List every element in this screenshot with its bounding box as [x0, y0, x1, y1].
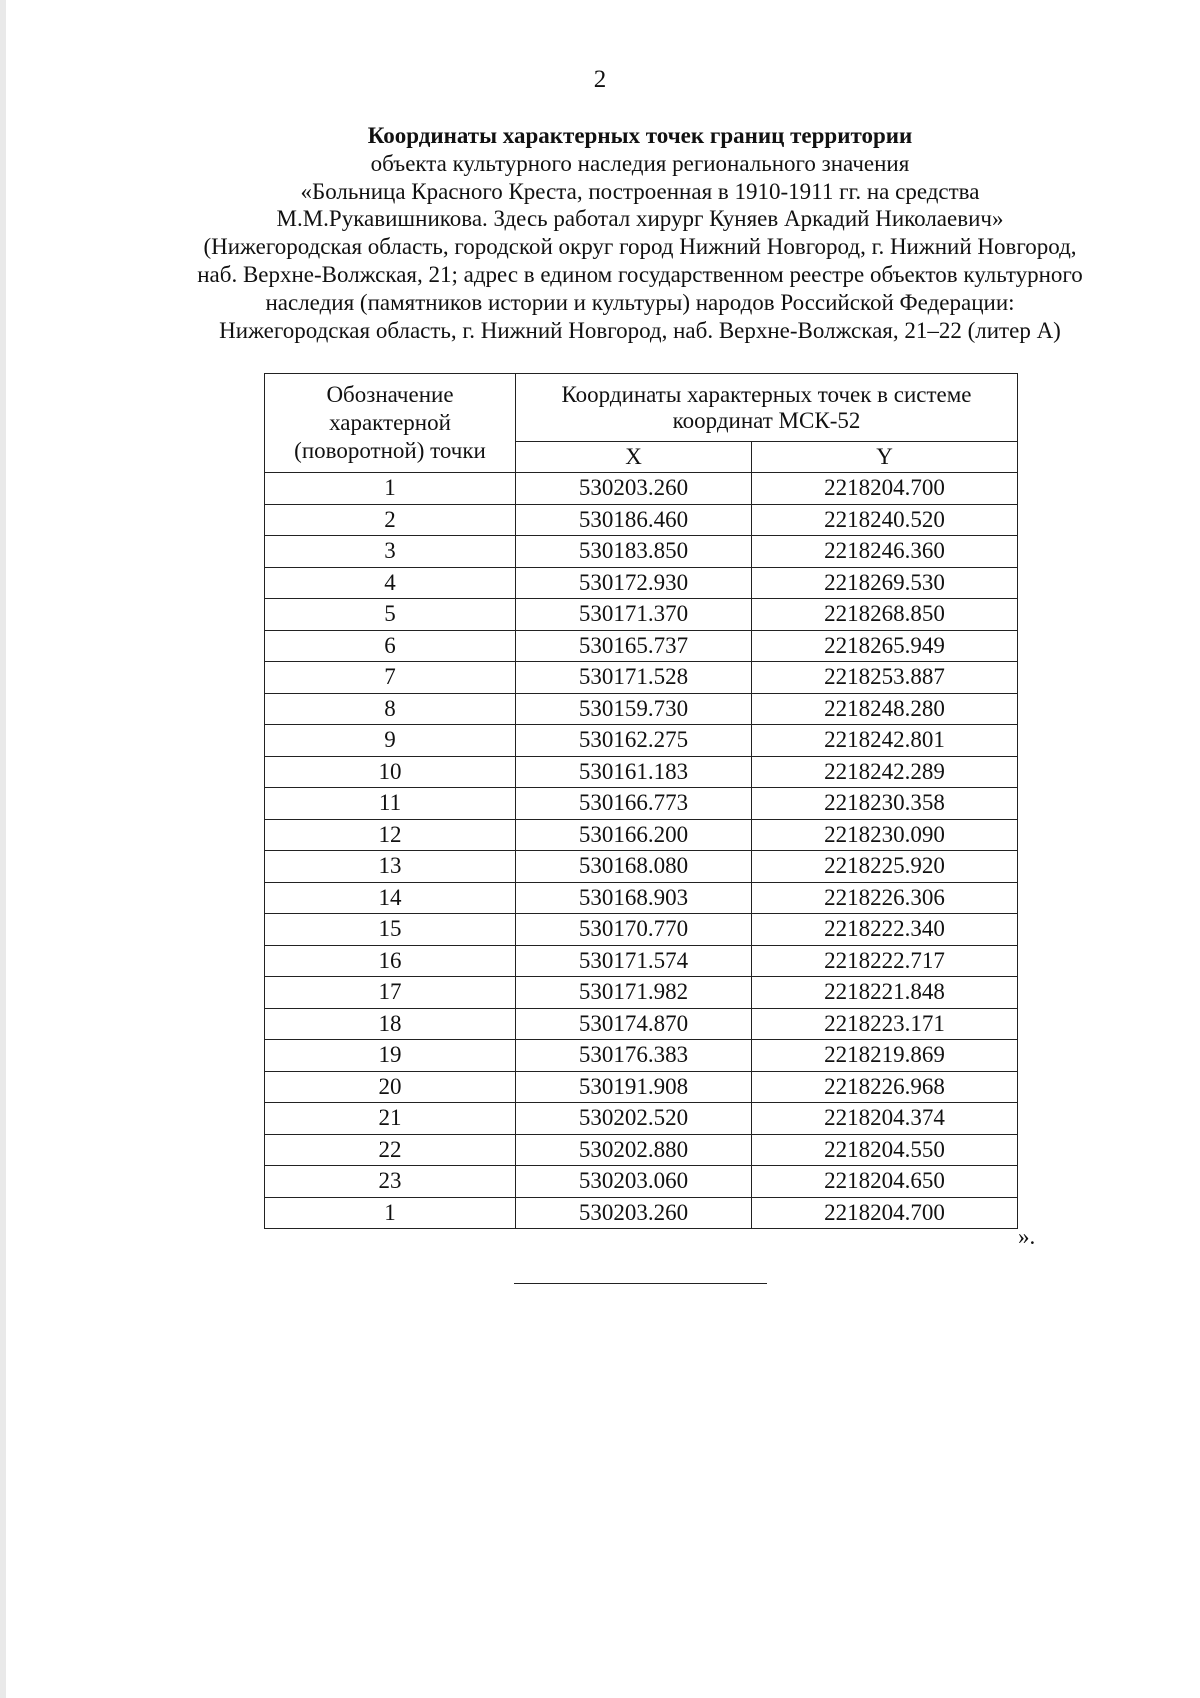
y-cell: 2218265.949 [752, 630, 1018, 662]
point-cell: 22 [265, 1134, 516, 1166]
x-cell: 530183.850 [516, 536, 752, 568]
heading-line: наследия (памятников истории и культуры) народов Российской Федерации: [265, 289, 1015, 315]
point-cell: 21 [265, 1103, 516, 1135]
x-cell: 530186.460 [516, 504, 752, 536]
table-row [265, 693, 1018, 725]
coordinates-group-header: Координаты характерных точек в системе координат МСК-52 [516, 374, 1018, 442]
x-cell: 530170.770 [516, 914, 752, 946]
table-row [265, 1134, 1018, 1166]
y-cell: 2218246.360 [752, 536, 1018, 568]
point-cell: 7 [265, 662, 516, 694]
point-cell: 17 [265, 977, 516, 1009]
x-cell: 530202.520 [516, 1103, 752, 1135]
heading-line: наб. Верхне-Волжская, 21; адрес в едином государственном реестре объектов культурного [197, 261, 1083, 287]
x-cell: 530174.870 [516, 1008, 752, 1040]
y-cell: 2218242.289 [752, 756, 1018, 788]
x-cell: 530171.982 [516, 977, 752, 1009]
x-cell: 530203.260 [516, 1197, 752, 1229]
x-cell: 530191.908 [516, 1071, 752, 1103]
y-cell: 2218230.090 [752, 819, 1018, 851]
coordinates-table [264, 373, 1018, 1229]
y-cell: 2218204.700 [752, 473, 1018, 505]
x-cell: 530165.737 [516, 630, 752, 662]
x-cell: 530171.528 [516, 662, 752, 694]
y-cell: 2218242.801 [752, 725, 1018, 757]
point-cell: 1 [265, 473, 516, 505]
table-row [265, 756, 1018, 788]
table-row [265, 1008, 1018, 1040]
table-row [265, 914, 1018, 946]
point-cell: 14 [265, 882, 516, 914]
table-row [265, 662, 1018, 694]
point-cell: 2 [265, 504, 516, 536]
x-cell: 530172.930 [516, 567, 752, 599]
point-cell: 12 [265, 819, 516, 851]
point-cell: 13 [265, 851, 516, 883]
point-cell: 15 [265, 914, 516, 946]
table-row [265, 851, 1018, 883]
x-cell: 530168.080 [516, 851, 752, 883]
x-cell: 530176.383 [516, 1040, 752, 1072]
y-cell: 2218230.358 [752, 788, 1018, 820]
table-row [265, 599, 1018, 631]
x-column-header: X [516, 442, 752, 473]
scan-edge [0, 0, 6, 1698]
x-cell: 530171.370 [516, 599, 752, 631]
y-cell: 2218219.869 [752, 1040, 1018, 1072]
table-row [265, 882, 1018, 914]
table-row [265, 504, 1018, 536]
table-row [265, 567, 1018, 599]
point-cell: 8 [265, 693, 516, 725]
point-cell: 4 [265, 567, 516, 599]
y-cell: 2218204.550 [752, 1134, 1018, 1166]
y-cell: 2218248.280 [752, 693, 1018, 725]
table-row [265, 1071, 1018, 1103]
closing-quote: ». [1018, 1224, 1036, 1249]
x-cell: 530171.574 [516, 945, 752, 977]
y-cell: 2218204.650 [752, 1166, 1018, 1198]
x-cell: 530166.200 [516, 819, 752, 851]
table-row [265, 1103, 1018, 1135]
x-cell: 530203.060 [516, 1166, 752, 1198]
x-cell: 530159.730 [516, 693, 752, 725]
coordinates-table-body [265, 473, 1018, 1229]
point-cell: 19 [265, 1040, 516, 1072]
point-column-header: Обозначение характерной (поворотной) точки [265, 374, 516, 473]
x-cell: 530168.903 [516, 882, 752, 914]
table-row [265, 630, 1018, 662]
heading-line: объекта культурного наследия регионального значения [370, 150, 910, 176]
point-cell: 10 [265, 756, 516, 788]
point-cell: 1 [265, 1197, 516, 1229]
y-cell: 2218204.374 [752, 1103, 1018, 1135]
document-heading [100, 122, 1180, 344]
point-cell: 16 [265, 945, 516, 977]
heading-line: «Больница Красного Креста, построенная в 1910-1911 гг. на средства [300, 178, 980, 204]
point-cell: 6 [265, 630, 516, 662]
point-cell: 9 [265, 725, 516, 757]
y-cell: 2218240.520 [752, 504, 1018, 536]
table-row [265, 1040, 1018, 1072]
y-cell: 2218253.887 [752, 662, 1018, 694]
page-number: 2 [593, 66, 607, 93]
separator-line [514, 1283, 767, 1284]
point-cell: 18 [265, 1008, 516, 1040]
heading-title: Координаты характерных точек границ территории [367, 123, 913, 148]
table-row [265, 977, 1018, 1009]
y-cell: 2218268.850 [752, 599, 1018, 631]
y-cell: 2218269.530 [752, 567, 1018, 599]
table-row [265, 945, 1018, 977]
point-cell: 5 [265, 599, 516, 631]
table-row [265, 1166, 1018, 1198]
table-row [265, 788, 1018, 820]
x-cell: 530203.260 [516, 473, 752, 505]
y-cell: 2218222.717 [752, 945, 1018, 977]
y-cell: 2218204.700 [752, 1197, 1018, 1229]
point-cell: 23 [265, 1166, 516, 1198]
table-row [265, 725, 1018, 757]
x-cell: 530162.275 [516, 725, 752, 757]
x-cell: 530202.880 [516, 1134, 752, 1166]
table-row [265, 819, 1018, 851]
heading-line: (Нижегородская область, городской округ город Нижний Новгород, г. Нижний Новгород, [203, 234, 1077, 260]
y-column-header: Y [752, 442, 1018, 473]
point-cell: 3 [265, 536, 516, 568]
table-row [265, 473, 1018, 505]
heading-line: М.М.Рукавишникова. Здесь работал хирург Куняев Аркадий Николаевич» [276, 206, 1004, 232]
y-cell: 2218222.340 [752, 914, 1018, 946]
y-cell: 2218223.171 [752, 1008, 1018, 1040]
x-cell: 530161.183 [516, 756, 752, 788]
y-cell: 2218226.968 [752, 1071, 1018, 1103]
table-row [265, 536, 1018, 568]
table-row [265, 1197, 1018, 1229]
y-cell: 2218225.920 [752, 851, 1018, 883]
point-cell: 11 [265, 788, 516, 820]
y-cell: 2218226.306 [752, 882, 1018, 914]
heading-line: Нижегородская область, г. Нижний Новгород, наб. Верхне-Волжская, 21–22 (литер А) [219, 317, 1061, 343]
point-cell: 20 [265, 1071, 516, 1103]
x-cell: 530166.773 [516, 788, 752, 820]
y-cell: 2218221.848 [752, 977, 1018, 1009]
